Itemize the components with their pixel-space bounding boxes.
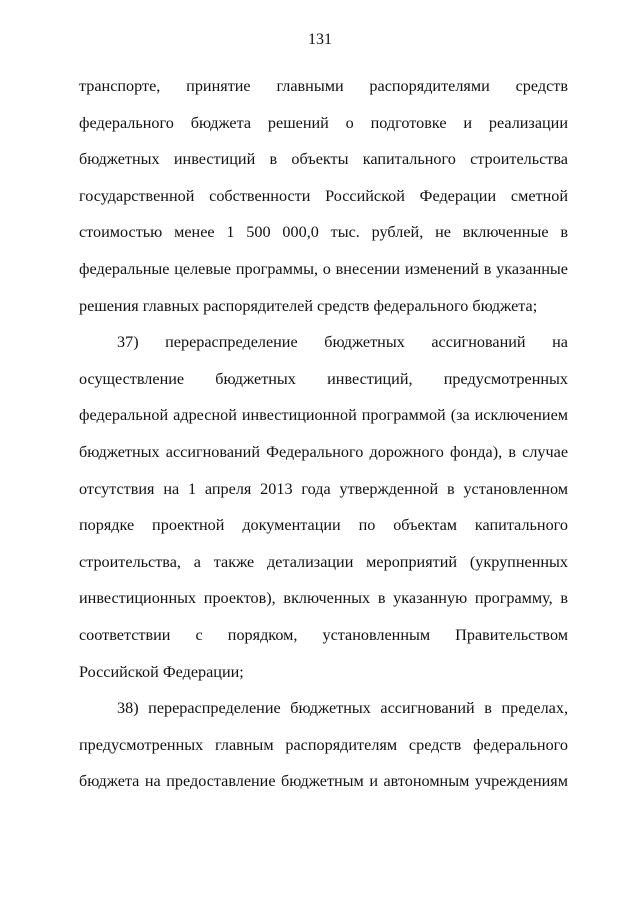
paragraph-item-38 — [79, 690, 568, 800]
paragraph-continuation — [79, 68, 568, 324]
text-line: отсутствия на 1 апреля 2013 года утвержденной в установленном — [79, 479, 568, 498]
text-line: Российской Федерации; — [79, 662, 244, 681]
text-line: инвестиционных проектов), включенных в указанную программу, в — [79, 589, 568, 608]
page-number: 131 — [308, 31, 332, 48]
text-line: 38) перераспределение бюджетных ассигнований в пределах, — [117, 699, 568, 718]
text-line: транспорте, принятие главными распорядителями средств — [79, 77, 568, 95]
text-line: 37) перераспределение бюджетных ассигнований на — [117, 333, 568, 352]
text-line: федеральные целевые программы, о внесении изменений в указанные — [79, 259, 568, 278]
text-line: решения главных распорядителей средств федерального бюджета; — [79, 296, 538, 315]
document-body — [79, 68, 568, 800]
paragraph-item-37 — [79, 324, 568, 690]
text-line: порядке проектной документации по объектам капитального — [79, 516, 568, 535]
text-line: строительства, а также детализации мероприятий (укрупненных — [79, 552, 568, 571]
text-line: бюджета на предоставление бюджетным и автономным учреждениям — [79, 772, 568, 791]
text-line: федеральной адресной инвестиционной программой (за исключением — [79, 406, 568, 425]
text-line: бюджетных инвестиций в объекты капитального строительства — [79, 150, 568, 169]
text-line: государственной собственности Российской Федерации сметной — [79, 186, 568, 205]
text-line: предусмотренных главным распорядителям средств федерального — [79, 735, 568, 754]
text-line: стоимостью менее 1 500 000,0 тыс. рублей, не включенные в — [79, 223, 568, 242]
text-line: бюджетных ассигнований Федерального дорожного фонда), в случае — [79, 442, 568, 461]
text-line: соответствии с порядком, установленным Правительством — [79, 625, 568, 644]
text-line: осуществление бюджетных инвестиций, предусмотренных — [79, 369, 568, 388]
text-line: федерального бюджета решений о подготовке и реализации — [79, 113, 568, 132]
